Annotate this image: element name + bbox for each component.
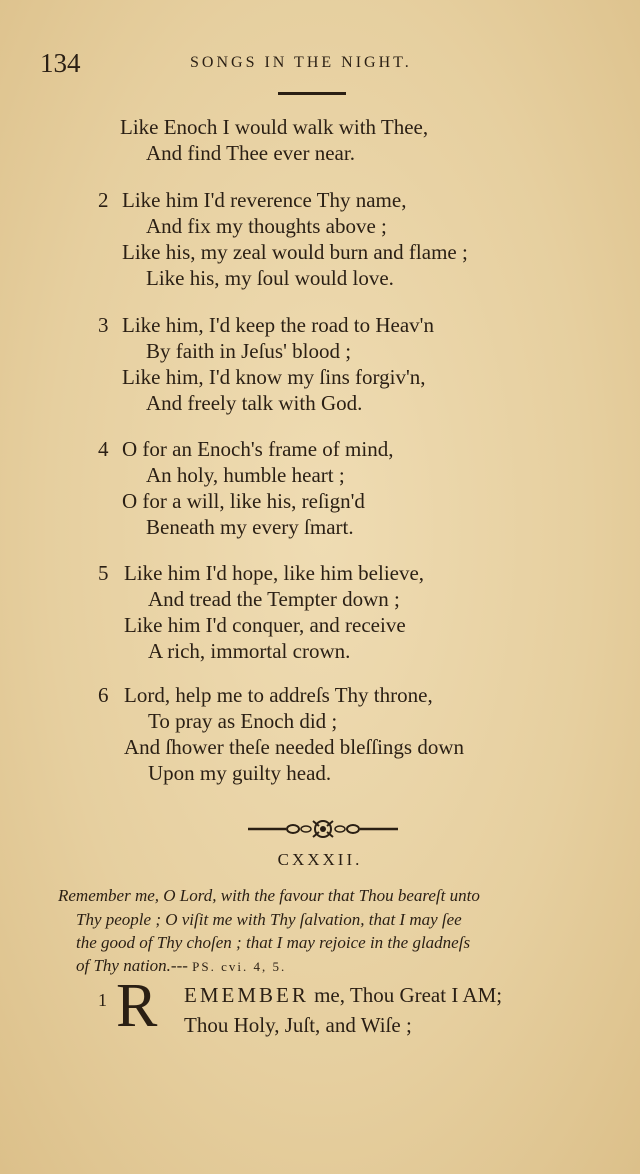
scripture-reference: PS. cvi. 4, 5. [192, 959, 287, 974]
verse-line: Like him, I'd know my ſins forgiv'n, [122, 365, 426, 389]
verse-line: O for an Enoch's frame of mind, [122, 437, 394, 461]
stanza-number: 5 [98, 561, 109, 585]
verse-line: A rich, immortal crown. [148, 639, 351, 663]
verse-line: Like him I'd reverence Thy name, [122, 188, 407, 212]
running-title: SONGS IN THE NIGHT. [190, 54, 412, 71]
verse-line: And fix my thoughts above ; [146, 214, 387, 238]
epigraph-line: Thy people ; O viſit me with Thy ſalvation, that I may ſee [76, 910, 462, 929]
page-header [0, 48, 640, 78]
epigraph-line: Remember me, O Lord, with the favour that Thou beareſt unto [58, 886, 480, 905]
verse-line: Like his, my ſoul would love. [146, 266, 394, 290]
stanza-number: 3 [98, 313, 109, 337]
verse-line: Beneath my every ſmart. [146, 515, 354, 539]
header-rule [278, 92, 346, 95]
verse-line: An holy, humble heart ; [146, 463, 345, 487]
verse-line: And freely talk with God. [146, 391, 363, 415]
verse-line: Lord, help me to addreſs Thy throne, [124, 683, 433, 707]
verse-line: Like him I'd hope, like him believe, [124, 561, 425, 585]
epigraph-line: of Thy nation.--- [76, 956, 188, 975]
verse-line: By faith in Jeſus' blood ; [146, 339, 352, 363]
stanza-number: 6 [98, 683, 109, 707]
epigraph-line: the good of Thy choſen ; that I may rejoice in the gladneſs [76, 933, 471, 952]
drop-cap: R [116, 972, 158, 1040]
verse-line: Like Enoch I would walk with Thee, [120, 115, 429, 139]
hymn-number: CXXXII. [277, 850, 363, 869]
verse-line: Like him, I'd keep the road to Heav'n [122, 313, 434, 337]
verse-line: Upon my guilty head. [148, 761, 332, 785]
verse-line: And ſhower theſe needed bleſſings down [124, 735, 464, 759]
verse-line: To pray as Enoch did ; [148, 709, 338, 733]
verse-line: O for a will, like his, reſign'd [122, 489, 365, 513]
stanza-number: 2 [98, 188, 109, 212]
ornament-divider [248, 818, 398, 840]
verse-line: Thou Holy, Juſt, and Wiſe ; [184, 1013, 412, 1037]
stanza-number: 4 [98, 437, 109, 461]
verse-line: Like his, my zeal would burn and flame ; [122, 240, 468, 264]
verse-line: Like him I'd conquer, and receive [124, 613, 406, 637]
first-word-caps: EMEMBER [184, 983, 309, 1007]
verse-line: And find Thee ever near. [146, 141, 355, 165]
first-line-rest: me, Thou Great I AM; [314, 983, 503, 1007]
verse-line: And tread the Tempter down ; [148, 587, 400, 611]
stanza-number: 1 [98, 990, 107, 1010]
page-number: 134 [40, 48, 81, 78]
verse-line [184, 983, 502, 1008]
